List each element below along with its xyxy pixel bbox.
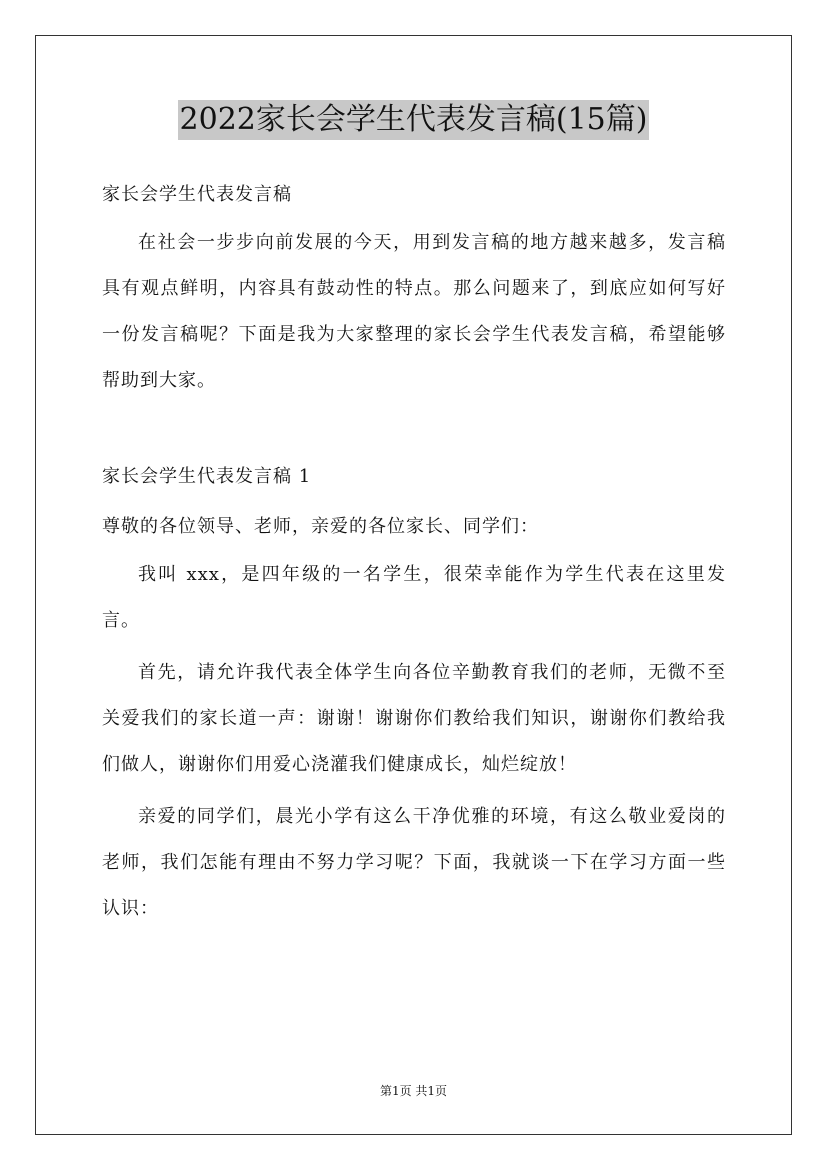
intro-paragraph: 在社会一步步向前发展的今天，用到发言稿的地方越来越多，发言稿具有观点鲜明，内容具有鼓动性的特点。那么问题来了，到底应如何写好一份发言稿呢？下面是我为大家整理的家长会学生代表发言稿，希望能够帮助到大家。 — [102, 232, 726, 391]
title-area — [0, 100, 827, 140]
document-title: 2022家长会学生代表发言稿(15篇) — [178, 100, 650, 140]
body-paragraph: 亲爱的同学们，晨光小学有这么干净优雅的环境，有这么敬业爱岗的老师，我们怎能有理由不努力学习呢？下面，我就谈一下在学习方面一些认识： — [102, 806, 726, 919]
page-number: 第1页 共1页 — [379, 1084, 448, 1098]
salutation: 尊敬的各位领导、老师，亲爱的各位家长、同学们： — [102, 516, 539, 537]
body-paragraph: 首先，请允许我代表全体学生向各位辛勤教育我们的老师，无微不至关爱我们的家长道一声：谢谢！谢谢你们教给我们知识，谢谢你们教给我们做人，谢谢你们用爱心浇灌我们健康成长，灿烂绽放！ — [102, 662, 726, 775]
section-spacer — [102, 404, 726, 452]
page-footer — [0, 1082, 827, 1099]
intro-heading: 家长会学生代表发言稿 — [102, 184, 292, 205]
body-paragraph: 我叫 xxx，是四年级的一名学生，很荣幸能作为学生代表在这里发言。 — [102, 564, 726, 631]
document-body — [102, 170, 726, 932]
section-heading: 家长会学生代表发言稿 1 — [102, 466, 312, 487]
